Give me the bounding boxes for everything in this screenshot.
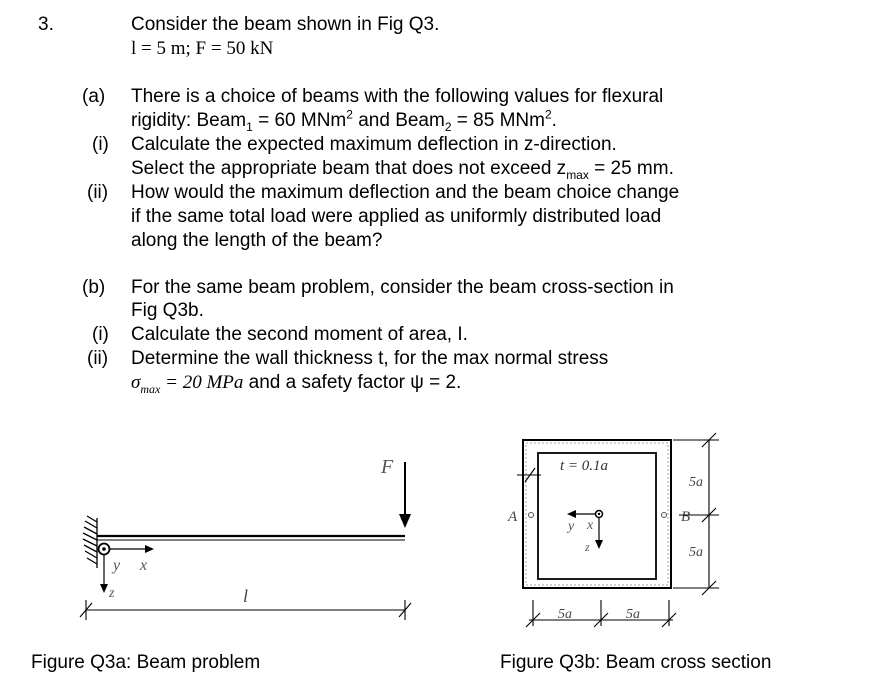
axis-z-label: z — [109, 586, 115, 601]
dim-right-top: 5a — [689, 475, 703, 490]
axis-z-arrow — [100, 555, 108, 593]
part-b-i-line1: Calculate the second moment of area, I. — [131, 324, 468, 345]
part-b-label: (b) — [82, 277, 106, 298]
figure-q3b-caption: Figure Q3b: Beam cross section — [500, 652, 772, 673]
question-givens: l = 5 m; F = 50 kN — [131, 38, 274, 59]
part-a-ii-line1: How would the maximum deflection and the beam choice change — [131, 182, 680, 203]
cs-axis-x-arrow — [567, 510, 596, 518]
part-a-i-line1: Calculate the expected maximum deflection in z-direction. — [131, 134, 617, 155]
point-b-marker — [662, 513, 667, 518]
dim-bottom-left: 5a — [558, 607, 572, 622]
axis-x-label: x — [140, 557, 148, 574]
fixed-support-hatching — [83, 516, 97, 568]
part-a-ii-line2: if the same total load were applied as uniformly distributed load — [131, 206, 662, 227]
force-arrow — [399, 462, 411, 528]
part-a-ii-label: (ii) — [87, 182, 109, 203]
cs-axis-y-label: y — [568, 519, 575, 534]
cs-axis-x-label: x — [587, 518, 594, 533]
figure-q3a — [0, 440, 440, 640]
figure-q3b — [495, 430, 735, 640]
bottom-dimension — [526, 600, 676, 627]
part-a-line1: There is a choice of beams with the following values for flexural — [131, 86, 664, 107]
right-dimension — [673, 433, 719, 595]
thickness-label: t = 0.1a — [560, 458, 609, 474]
cs-axis-z-label: z — [585, 540, 590, 554]
part-b-ii-label: (ii) — [87, 348, 109, 369]
question-number: 3. — [38, 14, 54, 35]
dim-bottom-right: 5a — [626, 607, 640, 622]
part-a-i-label: (i) — [92, 134, 109, 155]
point-a-label: A — [508, 509, 518, 525]
part-a-i-line2: Select the appropriate beam that does not exceed $z_{max} = 25$ mm. — [131, 158, 674, 182]
part-a-ii-line3: along the length of the beam? — [131, 230, 383, 251]
dim-right-bottom: 5a — [689, 545, 703, 560]
part-b-line1: For the same beam problem, consider the beam cross-section in — [131, 277, 674, 298]
part-b-i-label: (i) — [92, 324, 109, 345]
part-b-ii-line2: $\sigma_{max} = 20$ MPa and a safety factor ψ = 2. — [131, 372, 462, 396]
question-intro: Consider the beam shown in Fig Q3. — [131, 14, 440, 35]
part-a-label: (a) — [82, 86, 106, 107]
figure-q3a-caption: Figure Q3a: Beam problem — [31, 652, 261, 673]
cs-axis-z-arrow — [595, 518, 603, 549]
part-a-line2: rigidity: Beam$_1$ = 60 MNm$^2$ and Beam$_2$ = 85 MNm$^2$. — [131, 107, 557, 134]
part-b-line2: Fig Q3b. — [131, 300, 204, 321]
point-a-marker — [529, 513, 534, 518]
part-b-ii-line1: Determine the wall thickness t, for the max normal stress — [131, 348, 609, 369]
axis-y-label: y — [113, 557, 121, 574]
axis-x-arrow — [110, 545, 154, 553]
force-label: F — [381, 456, 394, 478]
point-b-label: B — [681, 509, 691, 525]
length-label: l — [243, 586, 249, 606]
